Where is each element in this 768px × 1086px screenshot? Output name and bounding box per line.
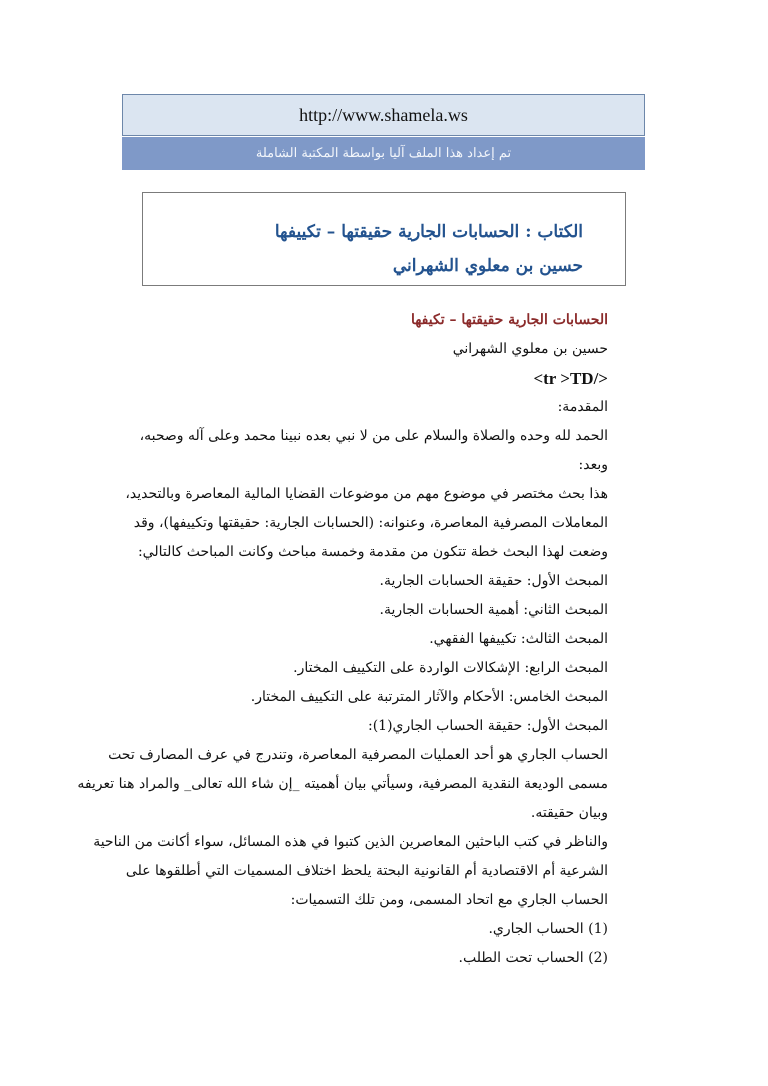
- text-line: المبحث الأول: حقيقة الحساب الجاري(1):: [367, 718, 608, 734]
- book-title: الكتاب : الحسابات الجارية حقيقتها – تكييفها: [274, 222, 583, 242]
- shamela-banner: [122, 137, 645, 170]
- text-line: والناظر في كتب الباحثين المعاصرين الذين كتبوا في هذه المسائل، سواء أكانت من الناحية: [93, 834, 608, 850]
- text-line: المبحث الثالث: تكييفها الفقهي.: [429, 631, 608, 647]
- text-line: المعاملات المصرفية المعاصرة، وعنوانه: (الحسابات الجارية: حقيقتها وتكييفها)، وقد: [133, 515, 608, 531]
- text-line: هذا بحث مختصر في موضوع مهم من موضوعات القضايا المالية المعاصرة وبالتحديد،: [125, 486, 608, 502]
- section-author: حسين بن معلوي الشهراني: [452, 341, 608, 357]
- text-line: المبحث الرابع: الإشكالات الواردة على التكييف المختار.: [293, 660, 608, 676]
- text-line: المقدمة:: [557, 399, 608, 415]
- book-info-box: [142, 192, 626, 286]
- source-url: http://www.shamela.ws: [299, 104, 468, 125]
- document-body: [77, 306, 608, 973]
- text-line: وبعد:: [578, 457, 608, 473]
- text-line: المبحث الأول: حقيقة الحسابات الجارية.: [379, 573, 608, 589]
- text-line: وضعت لهذا البحث خطة تتكون من مقدمة وخمسة مباحث وكانت المباحث كالتالي:: [137, 544, 608, 560]
- text-line: الشرعية أم الاقتصادية أم القانونية البحتة يلحظ اختلاف المسميات التي أطلقوها على: [125, 863, 608, 879]
- text-line: الحساب الجاري مع اتحاد المسمى، ومن تلك التسميات:: [290, 892, 608, 908]
- markup-tag-text: <tr >TD/>: [533, 369, 608, 388]
- text-line: المبحث الثاني: أهمية الحسابات الجارية.: [379, 602, 608, 618]
- text-line: وبيان حقيقته.: [530, 805, 608, 821]
- list-item: (1) الحساب الجاري.: [488, 921, 608, 937]
- list-item: (2) الحساب تحت الطلب.: [458, 950, 608, 966]
- text-line: مسمى الوديعة النقدية المصرفية، وسيأتي بيان أهميته _إن شاء الله تعالى_ والمراد هنا تعريفه: [77, 776, 608, 792]
- section-title: الحسابات الجارية حقيقتها – تكيفها: [410, 312, 608, 328]
- banner-text: تم إعداد هذا الملف آليا بواسطة المكتبة الشاملة: [255, 146, 512, 161]
- source-url-box: [122, 94, 645, 136]
- text-line: المبحث الخامس: الأحكام والآثار المترتبة على التكييف المختار.: [250, 689, 608, 705]
- text-line: الحمد لله وحده والصلاة والسلام على من لا نبي بعده نبينا محمد وعلى آله وصحبه،: [139, 428, 608, 444]
- book-author: حسين بن معلوي الشهراني: [392, 256, 583, 276]
- text-line: الحساب الجاري هو أحد العمليات المصرفية المعاصرة، وتندرج في عرف المصارف تحت: [108, 747, 608, 763]
